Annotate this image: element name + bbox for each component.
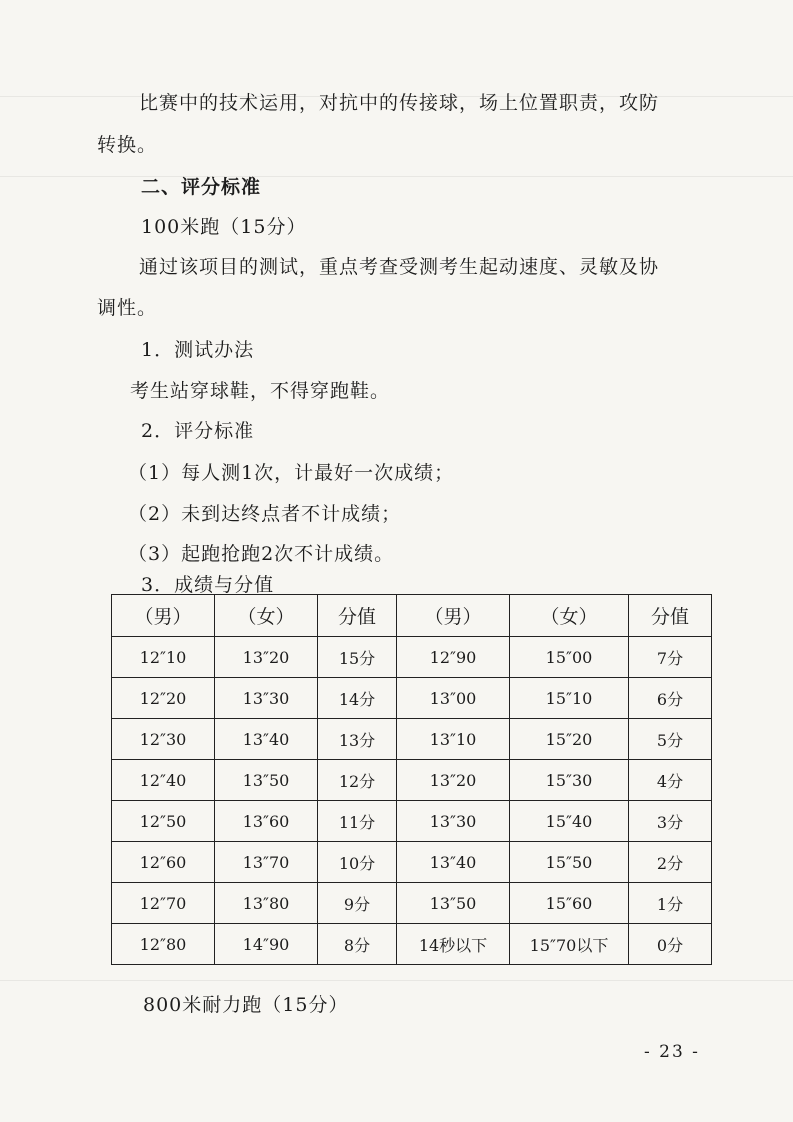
table-cell: 7分 [629,637,712,678]
table-cell: 13″80 [215,883,318,924]
scan-artifact [0,980,793,981]
page-number: - 23 - [644,1042,700,1062]
table-cell: 13″70 [215,842,318,883]
table-cell: 13″40 [397,842,510,883]
table-cell: 3分 [629,801,712,842]
table-cell: 15″10 [510,678,629,719]
table-row [112,842,712,883]
rule-item: （2）未到达终点者不计成绩； [128,503,402,525]
table-cell: 10分 [318,842,397,883]
table-cell: 13″10 [397,719,510,760]
table-cell: 15″50 [510,842,629,883]
table-cell: 12″30 [112,719,215,760]
table-cell: 8分 [318,924,397,965]
table-header-row [112,595,712,637]
header-cell: （男） [397,595,510,637]
table-body [112,637,712,965]
table-cell: 12″80 [112,924,215,965]
header-cell: 分值 [318,595,397,637]
table-cell: 15″70以下 [510,924,629,965]
table-cell: 1分 [629,883,712,924]
table-cell: 13″50 [215,760,318,801]
subsection-heading: 800米耐力跑（15分） [143,994,349,1016]
table-cell: 12″40 [112,760,215,801]
header-cell: （女） [215,595,318,637]
table-row [112,637,712,678]
table-cell: 12分 [318,760,397,801]
list-heading: 2．评分标准 [141,420,255,442]
table-cell: 13″00 [397,678,510,719]
table-cell: 12″10 [112,637,215,678]
table-cell: 5分 [629,719,712,760]
table-cell: 14分 [318,678,397,719]
table-cell: 13″60 [215,801,318,842]
table-cell: 15″60 [510,883,629,924]
table-cell: 15″00 [510,637,629,678]
list-heading: 3．成绩与分值 [141,574,275,596]
table-cell: 9分 [318,883,397,924]
paragraph-line: 考生站穿球鞋，不得穿跑鞋。 [130,380,391,402]
header-cell: （男） [112,595,215,637]
table-cell: 12″50 [112,801,215,842]
table-row [112,760,712,801]
table-cell: 12″60 [112,842,215,883]
table-cell: 12″20 [112,678,215,719]
table-row [112,719,712,760]
table-row [112,883,712,924]
table-cell: 15″30 [510,760,629,801]
header-cell: （女） [510,595,629,637]
table-cell: 13″20 [215,637,318,678]
table-row [112,924,712,965]
table-cell: 4分 [629,760,712,801]
table-row [112,801,712,842]
list-heading: 1．测试办法 [141,339,255,361]
table-row [112,678,712,719]
table-cell: 2分 [629,842,712,883]
table-cell: 13″30 [215,678,318,719]
table-cell: 13″40 [215,719,318,760]
table-cell: 13″20 [397,760,510,801]
table-cell: 14″90 [215,924,318,965]
table-cell: 0分 [629,924,712,965]
table-cell: 12″90 [397,637,510,678]
paragraph-line: 比赛中的技术运用，对抗中的传接球，场上位置职责，攻防 [139,92,660,114]
table-cell: 15分 [318,637,397,678]
table-cell: 13分 [318,719,397,760]
scan-artifact [0,176,793,177]
table-cell: 6分 [629,678,712,719]
table-cell: 12″70 [112,883,215,924]
rule-item: （3）起跑抢跑2次不计成绩。 [128,543,395,565]
subsection-heading: 100米跑（15分） [141,216,307,238]
table-cell: 15″40 [510,801,629,842]
table-cell: 13″30 [397,801,510,842]
section-heading: 二、评分标准 [141,176,262,198]
rule-item: （1）每人测1次，计最好一次成绩； [128,462,455,484]
table-cell: 13″50 [397,883,510,924]
paragraph-line: 通过该项目的测试，重点考查受测考生起动速度、灵敏及协 [139,256,660,278]
score-table [111,594,712,965]
table-cell: 14秒以下 [397,924,510,965]
paragraph-line: 转换。 [97,134,158,156]
paragraph-line: 调性。 [97,297,158,319]
header-cell: 分值 [629,595,712,637]
table-cell: 15″20 [510,719,629,760]
table-cell: 11分 [318,801,397,842]
